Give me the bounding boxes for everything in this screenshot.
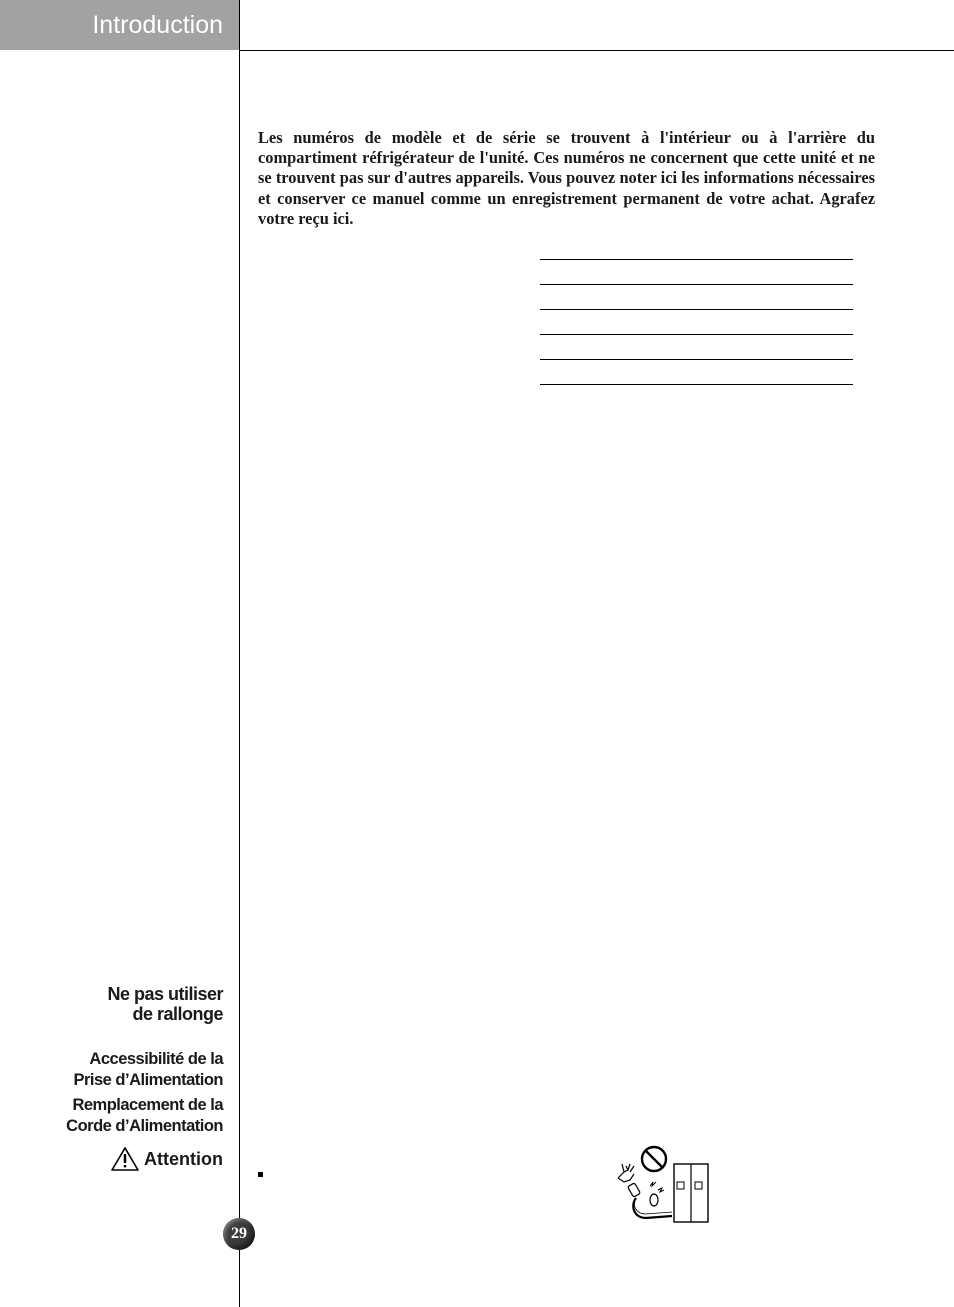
header-rule [240,50,954,51]
form-line [540,359,853,360]
warning-triangle-icon [110,1146,140,1172]
form-line [540,384,853,385]
margin-rule [239,0,240,1307]
section-tab [0,0,240,50]
attention-label: Attention [144,1149,223,1169]
intro-paragraph: Les numéros de modèle et de série se trouvent à l'intérieur ou à l'arrière du compartiment réfrigérateur de l'unité. Ces numéros ne concernent que cette unité et ne se trouvent pas sur d'autres appareils. Vous pouvez noter ici les informations nécessaires et conserver ce manuel comme un enregistrement permanent de votre achat. Agrafez votre reçu ici. [258,128,875,228]
record-form-lines [540,259,853,409]
form-line [540,334,853,335]
outlet-access-heading [73,1049,223,1090]
form-line [540,259,853,260]
no-extension-line2: de rallonge [132,1004,223,1024]
page-number: 29 [223,1218,255,1250]
cord-replacement-heading [66,1095,223,1136]
cord-line1: Remplacement de la [72,1096,223,1114]
no-extension-line1: Ne pas utiliser [107,984,223,1004]
no-extension-illustration [614,1142,714,1226]
form-line [540,284,853,285]
section-title: Introduction [92,10,223,39]
form-line [540,309,853,310]
outlet-line2: Prise d’Alimentation [73,1070,223,1089]
no-extension-heading [107,984,223,1024]
attention-heading [110,1146,223,1172]
outlet-line1: Accessibilité de la [89,1050,223,1068]
bullet-marker [258,1172,263,1177]
cord-line2: Corde d’Alimentation [66,1116,223,1135]
